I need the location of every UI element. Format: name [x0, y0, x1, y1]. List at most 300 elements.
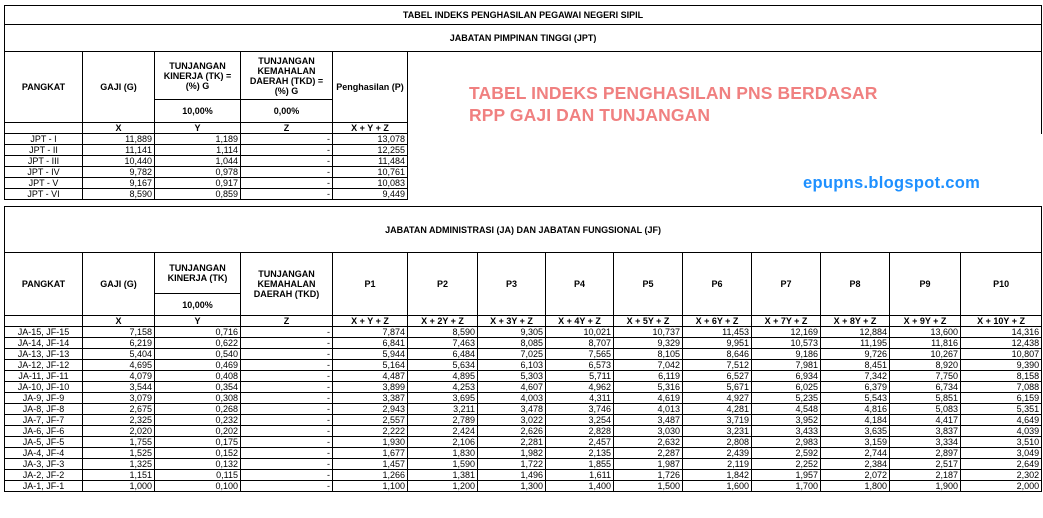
ja-cell-p3: 5,303 [478, 371, 546, 382]
jpt-cell-x: 8,590 [83, 189, 155, 200]
ja-cell-p2: 2,789 [408, 415, 478, 426]
ja-cell-p10: 5,351 [961, 404, 1042, 415]
ja-cell-p2: 4,253 [408, 382, 478, 393]
ja-table-row [5, 371, 1042, 382]
ja-cell-p3: 2,626 [478, 426, 546, 437]
ja-cell-p1: 6,841 [333, 338, 408, 349]
ja-cell-p4: 8,707 [546, 338, 614, 349]
ja-cell-p5: 1,726 [614, 470, 683, 481]
ja-cell-pangkat: JA-5, JF-5 [5, 437, 83, 448]
ja-cell-p8: 7,342 [821, 371, 890, 382]
ja-cell-p8: 4,816 [821, 404, 890, 415]
ja-cell-p7: 1,957 [752, 470, 821, 481]
ja-cell-p3: 4,003 [478, 393, 546, 404]
jpt-cell-z: - [241, 189, 333, 200]
jpt-cell-z: - [241, 156, 333, 167]
ja-cell-y: 0,152 [155, 448, 241, 459]
jpt-cell-x: 11,141 [83, 145, 155, 156]
ja-cell-p6: 1,600 [683, 481, 752, 492]
ja-cell-p7: 2,252 [752, 459, 821, 470]
ja-header-gaji: GAJI (G) [83, 253, 155, 316]
ja-cell-y: 0,408 [155, 371, 241, 382]
ja-cell-p10: 2,302 [961, 470, 1042, 481]
ja-formula: X + 8Y + Z [821, 316, 890, 327]
ja-header-p: P1 [333, 253, 408, 316]
ja-label-y: Y [155, 316, 241, 327]
ja-cell-p6: 7,512 [683, 360, 752, 371]
ja-formula: X + 10Y + Z [961, 316, 1042, 327]
ja-cell-y: 0,115 [155, 470, 241, 481]
ja-cell-p5: 8,105 [614, 349, 683, 360]
jpt-label-z: Z [241, 123, 333, 134]
ja-cell-z: - [241, 360, 333, 371]
ja-formula: X + 7Y + Z [752, 316, 821, 327]
ja-cell-y: 0,202 [155, 426, 241, 437]
jpt-cell-p: 10,761 [333, 167, 408, 178]
ja-cell-p9: 11,816 [890, 338, 961, 349]
jpt-table-row [5, 134, 1042, 145]
jpt-cell-x: 9,167 [83, 178, 155, 189]
ja-cell-p3: 6,103 [478, 360, 546, 371]
ja-header-p: P8 [821, 253, 890, 316]
ja-cell-z: - [241, 470, 333, 481]
ja-cell-p3: 4,607 [478, 382, 546, 393]
ja-cell-p7: 2,983 [752, 437, 821, 448]
ja-cell-p6: 4,281 [683, 404, 752, 415]
ja-table-row [5, 426, 1042, 437]
ja-cell-pangkat: JA-9, JF-9 [5, 393, 83, 404]
ja-cell-y: 0,232 [155, 415, 241, 426]
ja-cell-y: 0,308 [155, 393, 241, 404]
ja-cell-p10: 12,438 [961, 338, 1042, 349]
ja-cell-p1: 3,899 [333, 382, 408, 393]
jpt-cell-x: 10,440 [83, 156, 155, 167]
ja-cell-p1: 5,944 [333, 349, 408, 360]
ja-cell-p1: 5,164 [333, 360, 408, 371]
ja-table-row [5, 481, 1042, 492]
ja-cell-p6: 4,927 [683, 393, 752, 404]
ja-cell-p9: 6,734 [890, 382, 961, 393]
ja-cell-p6: 9,951 [683, 338, 752, 349]
ja-cell-p2: 6,484 [408, 349, 478, 360]
ja-cell-p9: 5,083 [890, 404, 961, 415]
ja-tk-percent: 10,00% [155, 294, 241, 316]
ja-cell-p2: 3,695 [408, 393, 478, 404]
ja-cell-p3: 1,722 [478, 459, 546, 470]
ja-cell-p8: 6,379 [821, 382, 890, 393]
ja-cell-p5: 10,737 [614, 327, 683, 338]
ja-cell-p3: 1,300 [478, 481, 546, 492]
ja-cell-p2: 4,895 [408, 371, 478, 382]
ja-cell-p7: 1,700 [752, 481, 821, 492]
ja-header-p: P5 [614, 253, 683, 316]
ja-table [4, 206, 1042, 492]
ja-table-row [5, 393, 1042, 404]
ja-formula: X + 6Y + Z [683, 316, 752, 327]
ja-header-p: P10 [961, 253, 1042, 316]
banner [469, 82, 878, 126]
jpt-cell-y: 1,044 [155, 156, 241, 167]
jpt-cell-pangkat: JPT - III [5, 156, 83, 167]
ja-cell-x: 5,404 [83, 349, 155, 360]
ja-cell-p10: 14,316 [961, 327, 1042, 338]
ja-cell-p1: 2,222 [333, 426, 408, 437]
jpt-cell-y: 0,978 [155, 167, 241, 178]
ja-formula: X + 4Y + Z [546, 316, 614, 327]
jpt-cell-y: 0,917 [155, 178, 241, 189]
ja-cell-p7: 4,548 [752, 404, 821, 415]
ja-cell-p9: 3,837 [890, 426, 961, 437]
ja-cell-x: 6,219 [83, 338, 155, 349]
ja-cell-z: - [241, 382, 333, 393]
jpt-cell-z: - [241, 178, 333, 189]
ja-cell-y: 0,469 [155, 360, 241, 371]
ja-cell-p6: 8,646 [683, 349, 752, 360]
ja-cell-p10: 6,159 [961, 393, 1042, 404]
ja-cell-x: 1,151 [83, 470, 155, 481]
jpt-cell-p: 9,449 [333, 189, 408, 200]
ja-cell-p3: 2,281 [478, 437, 546, 448]
ja-cell-p9: 4,417 [890, 415, 961, 426]
ja-cell-p3: 3,478 [478, 404, 546, 415]
ja-cell-x: 1,755 [83, 437, 155, 448]
jpt-tk-percent: 10,00% [155, 100, 241, 123]
main-title: TABEL INDEKS PENGHASILAN PEGAWAI NEGERI SIPIL [5, 6, 1042, 25]
ja-table-row [5, 349, 1042, 360]
ja-cell-z: - [241, 404, 333, 415]
ja-cell-p4: 3,254 [546, 415, 614, 426]
ja-cell-p2: 2,106 [408, 437, 478, 448]
ja-cell-p2: 5,634 [408, 360, 478, 371]
ja-cell-p2: 1,200 [408, 481, 478, 492]
ja-cell-y: 0,622 [155, 338, 241, 349]
jpt-header-penghasilan: Penghasilan (P) [333, 52, 408, 123]
ja-cell-p3: 1,496 [478, 470, 546, 481]
ja-cell-y: 0,100 [155, 481, 241, 492]
ja-formula: X + 2Y + Z [408, 316, 478, 327]
ja-cell-p6: 1,842 [683, 470, 752, 481]
ja-cell-p2: 7,463 [408, 338, 478, 349]
ja-cell-y: 0,354 [155, 382, 241, 393]
ja-label-z: Z [241, 316, 333, 327]
ja-cell-p7: 10,573 [752, 338, 821, 349]
ja-cell-p4: 2,457 [546, 437, 614, 448]
jpt-label-y: Y [155, 123, 241, 134]
ja-cell-p9: 7,750 [890, 371, 961, 382]
ja-cell-p10: 9,390 [961, 360, 1042, 371]
ja-cell-p3: 1,982 [478, 448, 546, 459]
ja-table-row [5, 437, 1042, 448]
ja-cell-p10: 3,049 [961, 448, 1042, 459]
ja-cell-p10: 3,510 [961, 437, 1042, 448]
jpt-header-gaji: GAJI (G) [83, 52, 155, 123]
ja-cell-z: - [241, 426, 333, 437]
ja-cell-p2: 3,211 [408, 404, 478, 415]
ja-cell-x: 1,525 [83, 448, 155, 459]
ja-table-row [5, 470, 1042, 481]
jpt-cell-pangkat: JPT - I [5, 134, 83, 145]
ja-cell-p7: 3,952 [752, 415, 821, 426]
ja-cell-p4: 2,135 [546, 448, 614, 459]
ja-cell-p9: 8,920 [890, 360, 961, 371]
ja-cell-z: - [241, 327, 333, 338]
ja-cell-x: 1,000 [83, 481, 155, 492]
ja-cell-p10: 4,039 [961, 426, 1042, 437]
ja-cell-p6: 11,453 [683, 327, 752, 338]
ja-cell-y: 0,540 [155, 349, 241, 360]
ja-cell-p8: 5,543 [821, 393, 890, 404]
ja-cell-p1: 1,930 [333, 437, 408, 448]
ja-cell-p6: 5,671 [683, 382, 752, 393]
ja-cell-p8: 11,195 [821, 338, 890, 349]
banner-line-1: TABEL INDEKS PENGHASILAN PNS BERDASAR [469, 83, 878, 103]
ja-cell-p5: 1,987 [614, 459, 683, 470]
jpt-cell-p: 13,078 [333, 134, 408, 145]
ja-cell-p9: 2,517 [890, 459, 961, 470]
ja-cell-p9: 2,187 [890, 470, 961, 481]
ja-table-row [5, 382, 1042, 393]
ja-cell-z: - [241, 481, 333, 492]
ja-cell-x: 3,544 [83, 382, 155, 393]
ja-cell-p9: 3,334 [890, 437, 961, 448]
ja-cell-p6: 6,527 [683, 371, 752, 382]
ja-cell-x: 4,695 [83, 360, 155, 371]
ja-table-row [5, 448, 1042, 459]
ja-cell-pangkat: JA-10, JF-10 [5, 382, 83, 393]
ja-cell-p7: 2,592 [752, 448, 821, 459]
ja-table-row [5, 327, 1042, 338]
ja-cell-p4: 1,400 [546, 481, 614, 492]
ja-cell-z: - [241, 393, 333, 404]
ja-cell-pangkat: JA-15, JF-15 [5, 327, 83, 338]
ja-cell-p4: 1,611 [546, 470, 614, 481]
jpt-cell-pangkat: JPT - IV [5, 167, 83, 178]
ja-cell-p5: 4,619 [614, 393, 683, 404]
ja-cell-p7: 3,433 [752, 426, 821, 437]
jpt-table-row [5, 145, 1042, 156]
jpt-cell-y: 1,114 [155, 145, 241, 156]
jpt-cell-pangkat: JPT - V [5, 178, 83, 189]
ja-cell-pangkat: JA-7, JF-7 [5, 415, 83, 426]
ja-table-row [5, 338, 1042, 349]
ja-cell-p1: 1,457 [333, 459, 408, 470]
ja-cell-pangkat: JA-1, JF-1 [5, 481, 83, 492]
ja-cell-p7: 9,186 [752, 349, 821, 360]
ja-cell-p1: 1,100 [333, 481, 408, 492]
ja-cell-p5: 2,632 [614, 437, 683, 448]
ja-cell-p10: 2,649 [961, 459, 1042, 470]
jpt-cell-pangkat: JPT - VI [5, 189, 83, 200]
ja-cell-z: - [241, 459, 333, 470]
ja-cell-p6: 2,808 [683, 437, 752, 448]
ja-cell-p7: 7,981 [752, 360, 821, 371]
ja-cell-p1: 2,943 [333, 404, 408, 415]
ja-cell-p5: 4,013 [614, 404, 683, 415]
ja-cell-p8: 8,451 [821, 360, 890, 371]
jpt-tkd-percent: 0,00% [241, 100, 333, 123]
ja-header-tkd: TUNJANGAN KEMAHALAN DAERAH (TKD) [241, 253, 333, 316]
ja-header-pangkat: PANGKAT [5, 253, 83, 316]
ja-cell-p4: 3,746 [546, 404, 614, 415]
ja-cell-p4: 6,573 [546, 360, 614, 371]
ja-cell-pangkat: JA-2, JF-2 [5, 470, 83, 481]
ja-table-row [5, 415, 1042, 426]
ja-cell-p1: 7,874 [333, 327, 408, 338]
ja-cell-p3: 9,305 [478, 327, 546, 338]
jpt-cell-x: 9,782 [83, 167, 155, 178]
jpt-cell-z: - [241, 134, 333, 145]
jpt-header-tk: TUNJANGAN KINERJA (TK) = (%) G [155, 52, 241, 100]
banner-line-2: RPP GAJI DAN TUNJANGAN [469, 105, 711, 125]
ja-cell-p10: 8,158 [961, 371, 1042, 382]
ja-cell-p8: 9,726 [821, 349, 890, 360]
jpt-cell-z: - [241, 167, 333, 178]
ja-cell-p5: 2,287 [614, 448, 683, 459]
ja-cell-p10: 2,000 [961, 481, 1042, 492]
ja-cell-p4: 1,855 [546, 459, 614, 470]
ja-cell-pangkat: JA-14, JF-14 [5, 338, 83, 349]
ja-cell-p6: 2,119 [683, 459, 752, 470]
ja-formula: X + 9Y + Z [890, 316, 961, 327]
ja-cell-p10: 7,088 [961, 382, 1042, 393]
ja-cell-p8: 2,744 [821, 448, 890, 459]
ja-table-row [5, 360, 1042, 371]
jpt-section-title: JABATAN PIMPINAN TINGGI (JPT) [5, 25, 1042, 52]
ja-cell-p4: 10,021 [546, 327, 614, 338]
ja-cell-p4: 7,565 [546, 349, 614, 360]
ja-cell-pangkat: JA-13, JF-13 [5, 349, 83, 360]
ja-header-p: P9 [890, 253, 961, 316]
ja-cell-x: 1,325 [83, 459, 155, 470]
ja-cell-p3: 3,022 [478, 415, 546, 426]
ja-table-row [5, 404, 1042, 415]
ja-table-row [5, 459, 1042, 470]
ja-cell-p1: 3,387 [333, 393, 408, 404]
ja-cell-p9: 1,900 [890, 481, 961, 492]
jpt-cell-p: 10,083 [333, 178, 408, 189]
jpt-cell-p: 12,255 [333, 145, 408, 156]
ja-cell-y: 0,268 [155, 404, 241, 415]
ja-cell-p2: 1,590 [408, 459, 478, 470]
ja-label-x: X [83, 316, 155, 327]
jpt-table-row [5, 156, 1042, 167]
ja-cell-p5: 3,030 [614, 426, 683, 437]
jpt-cell-p: 11,484 [333, 156, 408, 167]
ja-cell-p10: 10,807 [961, 349, 1042, 360]
ja-cell-p7: 6,025 [752, 382, 821, 393]
ja-cell-p6: 3,231 [683, 426, 752, 437]
ja-cell-z: - [241, 448, 333, 459]
ja-cell-p2: 1,830 [408, 448, 478, 459]
jpt-cell-z: - [241, 145, 333, 156]
ja-header-p: P2 [408, 253, 478, 316]
jpt-label-x: X [83, 123, 155, 134]
ja-cell-pangkat: JA-12, JF-12 [5, 360, 83, 371]
ja-cell-p9: 13,600 [890, 327, 961, 338]
ja-cell-p5: 1,500 [614, 481, 683, 492]
ja-cell-x: 4,079 [83, 371, 155, 382]
ja-cell-p4: 4,962 [546, 382, 614, 393]
ja-cell-p4: 2,828 [546, 426, 614, 437]
ja-header-p: P3 [478, 253, 546, 316]
ja-cell-p4: 4,311 [546, 393, 614, 404]
blog-url: epupns.blogspot.com [803, 174, 981, 192]
ja-cell-p9: 2,897 [890, 448, 961, 459]
jpt-cell-x: 11,889 [83, 134, 155, 145]
ja-cell-y: 0,132 [155, 459, 241, 470]
ja-cell-pangkat: JA-4, JF-4 [5, 448, 83, 459]
ja-cell-z: - [241, 371, 333, 382]
ja-cell-pangkat: JA-3, JF-3 [5, 459, 83, 470]
ja-cell-p1: 4,487 [333, 371, 408, 382]
ja-cell-p7: 12,169 [752, 327, 821, 338]
jpt-header-pangkat: PANGKAT [5, 52, 83, 123]
ja-header-p: P7 [752, 253, 821, 316]
ja-cell-p8: 3,159 [821, 437, 890, 448]
ja-cell-p7: 6,934 [752, 371, 821, 382]
ja-cell-p8: 2,384 [821, 459, 890, 470]
ja-cell-y: 0,175 [155, 437, 241, 448]
ja-cell-x: 2,675 [83, 404, 155, 415]
ja-cell-p2: 8,590 [408, 327, 478, 338]
ja-cell-z: - [241, 349, 333, 360]
ja-cell-x: 2,020 [83, 426, 155, 437]
ja-cell-p2: 2,424 [408, 426, 478, 437]
jpt-header-tkd: TUNJANGAN KEMAHALAN DAERAH (TKD) = (%) G [241, 52, 333, 100]
ja-cell-p5: 5,316 [614, 382, 683, 393]
ja-formula: X + 5Y + Z [614, 316, 683, 327]
ja-cell-x: 2,325 [83, 415, 155, 426]
ja-cell-z: - [241, 415, 333, 426]
ja-cell-p1: 2,557 [333, 415, 408, 426]
ja-formula: X + 3Y + Z [478, 316, 546, 327]
ja-cell-p9: 5,851 [890, 393, 961, 404]
jpt-cell-pangkat: JPT - II [5, 145, 83, 156]
ja-cell-p8: 4,184 [821, 415, 890, 426]
ja-cell-p1: 1,677 [333, 448, 408, 459]
ja-cell-p8: 3,635 [821, 426, 890, 437]
ja-cell-x: 3,079 [83, 393, 155, 404]
ja-cell-p3: 8,085 [478, 338, 546, 349]
ja-header-p: P4 [546, 253, 614, 316]
ja-cell-x: 7,158 [83, 327, 155, 338]
ja-cell-p8: 2,072 [821, 470, 890, 481]
jpt-cell-y: 0,859 [155, 189, 241, 200]
ja-cell-pangkat: JA-8, JF-8 [5, 404, 83, 415]
ja-cell-p7: 5,235 [752, 393, 821, 404]
ja-cell-y: 0,716 [155, 327, 241, 338]
ja-cell-p10: 4,649 [961, 415, 1042, 426]
ja-cell-p4: 5,711 [546, 371, 614, 382]
ja-cell-p6: 3,719 [683, 415, 752, 426]
ja-cell-p3: 7,025 [478, 349, 546, 360]
ja-cell-p1: 1,266 [333, 470, 408, 481]
ja-cell-p6: 2,439 [683, 448, 752, 459]
ja-cell-p8: 1,800 [821, 481, 890, 492]
ja-section-title: JABATAN ADMINISTRASI (JA) DAN JABATAN FUNGSIONAL (JF) [5, 207, 1042, 253]
ja-cell-p5: 6,119 [614, 371, 683, 382]
jpt-cell-y: 1,189 [155, 134, 241, 145]
ja-formula: X + Y + Z [333, 316, 408, 327]
ja-cell-p5: 3,487 [614, 415, 683, 426]
ja-header-tk: TUNJANGAN KINERJA (TK) [155, 253, 241, 294]
ja-cell-p5: 7,042 [614, 360, 683, 371]
ja-cell-pangkat: JA-11, JF-11 [5, 371, 83, 382]
ja-cell-p5: 9,329 [614, 338, 683, 349]
ja-cell-p8: 12,884 [821, 327, 890, 338]
ja-cell-z: - [241, 338, 333, 349]
ja-cell-z: - [241, 437, 333, 448]
